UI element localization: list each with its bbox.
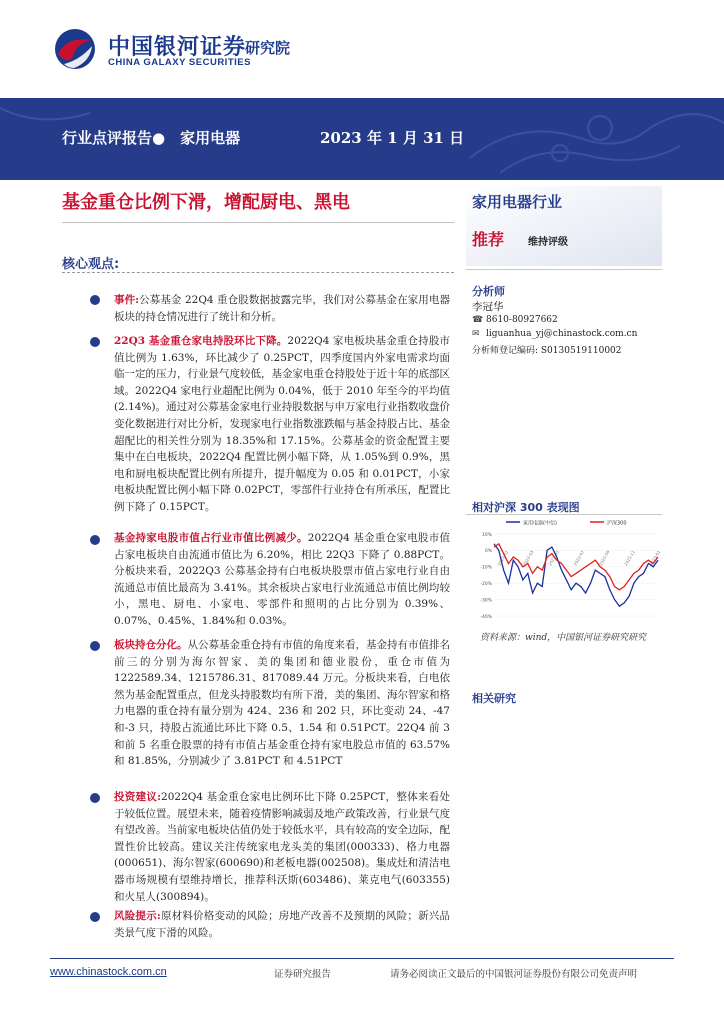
analyst-name: 李冠华: [472, 301, 504, 313]
y-tick-label: -40%: [480, 614, 492, 620]
x-tick-label: 2022-05: [547, 549, 560, 567]
divider: [466, 269, 662, 270]
analyst-heading: 分析师: [472, 285, 505, 298]
report-date: 2023 年 1 月 31 日: [320, 129, 465, 147]
galaxy-logo: [50, 24, 100, 74]
legend-label-1: 沪深300: [607, 520, 627, 527]
industry-name: 家用电器行业: [472, 193, 563, 211]
bullet-icon: [90, 793, 100, 803]
analyst-reg-number: 分析师登记编码: S0130519110002: [472, 346, 622, 356]
core-item-market-value: 基金持家电股市值占行业市值比例减少。2022Q4 基金重仓家电股市值占家电板块自由流通市值比为 6.20%，相比 22Q3 下降了 0.88PCT。分板块来看，2022Q3 公募基金持有白电板块股票市值占家电行业自由流通总市值比最高为 3.41%。其余板块占家电行业流通总市值比例均较小，黑电、厨电、小家电、零部件和照明的占比分别为 0.39%、0.07%、0.45%、1.84%和 0.03%。: [114, 532, 450, 627]
brand-name: 中国银河证券: [108, 35, 247, 60]
x-tick-label: 2022-09: [597, 549, 611, 567]
core-views-heading: 核心观点:: [62, 257, 120, 272]
core-item-event: 事件:公募基金 22Q4 重仓股数据披露完毕，我们对公募基金在家用电器板块的持仓情况进行了统计和分析。: [114, 294, 450, 323]
divider: [62, 272, 454, 273]
core-item-sector-divergence: 板块持仓分化。从公募基金重仓持有市值的角度来看，基金持有市值排名前三的分别为海尔智家、美的集团和德业股份，重仓市值为 1222589.34、1215786.31、817089.44 万元。分板块来看，白电依然为基金配置重点，但龙头持股数均有所下滑，美的集团、海尔智家和格力电器的重仓持有量分别为 424、236 和 202 只，环比变动 24、-47 和-3 只，持股占流通比环比下降 0.5、1.54 和 0.51PCT。22Q4 前 3 和前 5 名重仓股票的持有市值占基金重仓持有家电股总市值的 63.57%和 81.85%，分别减少了 3.81PCT 和 4.51PCT: [114, 639, 450, 768]
bullet-icon: [90, 295, 100, 305]
bullet-icon: [90, 912, 100, 922]
email-icon: ✉: [472, 329, 480, 339]
footer-disclaimer: 请务必阅读正文最后的中国银河证券股份有限公司免责声明: [390, 969, 638, 980]
rating-note: 维持评级: [528, 237, 568, 248]
core-item-risk: 风险提示:原材料价格变动的风险；房地产改善不及预期的风险；新兴品类景气度下滑的风险。: [114, 910, 450, 939]
core-item-holdings: 22Q3 基金重仓家电持股环比下降。2022Q4 家电板块基金重仓持股市值比例为 1.63%，环比减少了 0.25PCT，四季度国内外家电需求均面临一定的压力，行业景气度较低，基金家电重仓持股处于近十年的底部区域。2022Q4 家电行业超配比例为 0.04%，低于 2010 年至今的平均值(2.14%)。通过对公募基金家电行业持股数据与申万家电行业指数收盘价变化数据进行对比分析，发现家电行业指数涨跌幅与基金持股占比、基金超配比的相关性分别为 18.35%和 17.15%。公募基金的资金配置主要集中在白电板块，2022Q4 配置比例小幅下降，从 1.05%到 0.9%，黑电和厨电板块配置比例有所提升，提升幅度为 0.05 和 0.01PCT，小家电板块配置比例小幅下降 0.02PCT，零部件行业持仓有所承压，配置比例下降了 0.15PCT。: [114, 335, 451, 513]
divider: [466, 514, 662, 515]
institute-label: 研究院: [245, 39, 291, 57]
related-research-heading: 相关研究: [472, 692, 516, 705]
divider: [62, 222, 454, 223]
x-tick-label: 2022-11: [623, 549, 636, 567]
y-tick-label: 0%: [484, 549, 492, 555]
x-tick-label: 2022-07: [572, 549, 586, 567]
x-tick-label: 2023-01: [648, 549, 662, 567]
y-tick-label: 10%: [481, 532, 492, 538]
phone-icon: ☎: [472, 315, 484, 325]
x-tick-label: 2022-03: [521, 549, 535, 567]
x-tick-label: 2022-01: [496, 549, 510, 567]
core-item-investment-advice: 投资建议:2022Q4 基金重仓家电比例环比下降 0.25PCT，整体来看处于较低位置。展望未来，随着疫情影响减弱及地产政策改善，行业景气度有望改善。当前家电板块估值仍处于较低水平，具有较高的安全边际，配置性价比较高。建议关注传统家电龙头美的集团(000333)、格力电器(000651)、海尔智家(600690)和老板电器(002508)。集成灶和清洁电器市场规模有望维持增长，推荐科沃斯(603486)、莱克电气(603355)和火星人(300894)。: [114, 791, 450, 903]
y-tick-label: -10%: [480, 565, 492, 571]
footer-website-link[interactable]: www.chinastock.com.cn: [50, 966, 167, 978]
chart-source: 资料来源：wind，中国银河证券研究研究: [480, 633, 647, 643]
bullet-icon: [90, 641, 100, 651]
legend-label-0: 家用电器(中信): [523, 520, 557, 527]
bullet-icon: [90, 337, 100, 347]
report-type: 行业点评报告● 家用电器: [62, 129, 241, 147]
y-tick-label: -20%: [480, 582, 492, 587]
analyst-phone: ☎ 8610-80927662: [472, 315, 558, 325]
rating: 推荐: [472, 230, 505, 249]
relative-performance-chart: [472, 516, 662, 628]
analyst-email[interactable]: ✉ liguanhua_yj@chinastock.com.cn: [472, 329, 638, 339]
chart-title: 相对沪深 300 表现图: [472, 501, 580, 514]
brand-name-en: CHINA GALAXY SECURITIES: [108, 57, 251, 68]
bullet-icon: [90, 535, 100, 545]
footer-divider: [50, 958, 674, 959]
footer-report-label: 证券研究报告: [274, 969, 332, 980]
page-title: 基金重仓比例下滑，增配厨电、黑电: [62, 192, 350, 213]
y-tick-label: -30%: [480, 598, 492, 604]
